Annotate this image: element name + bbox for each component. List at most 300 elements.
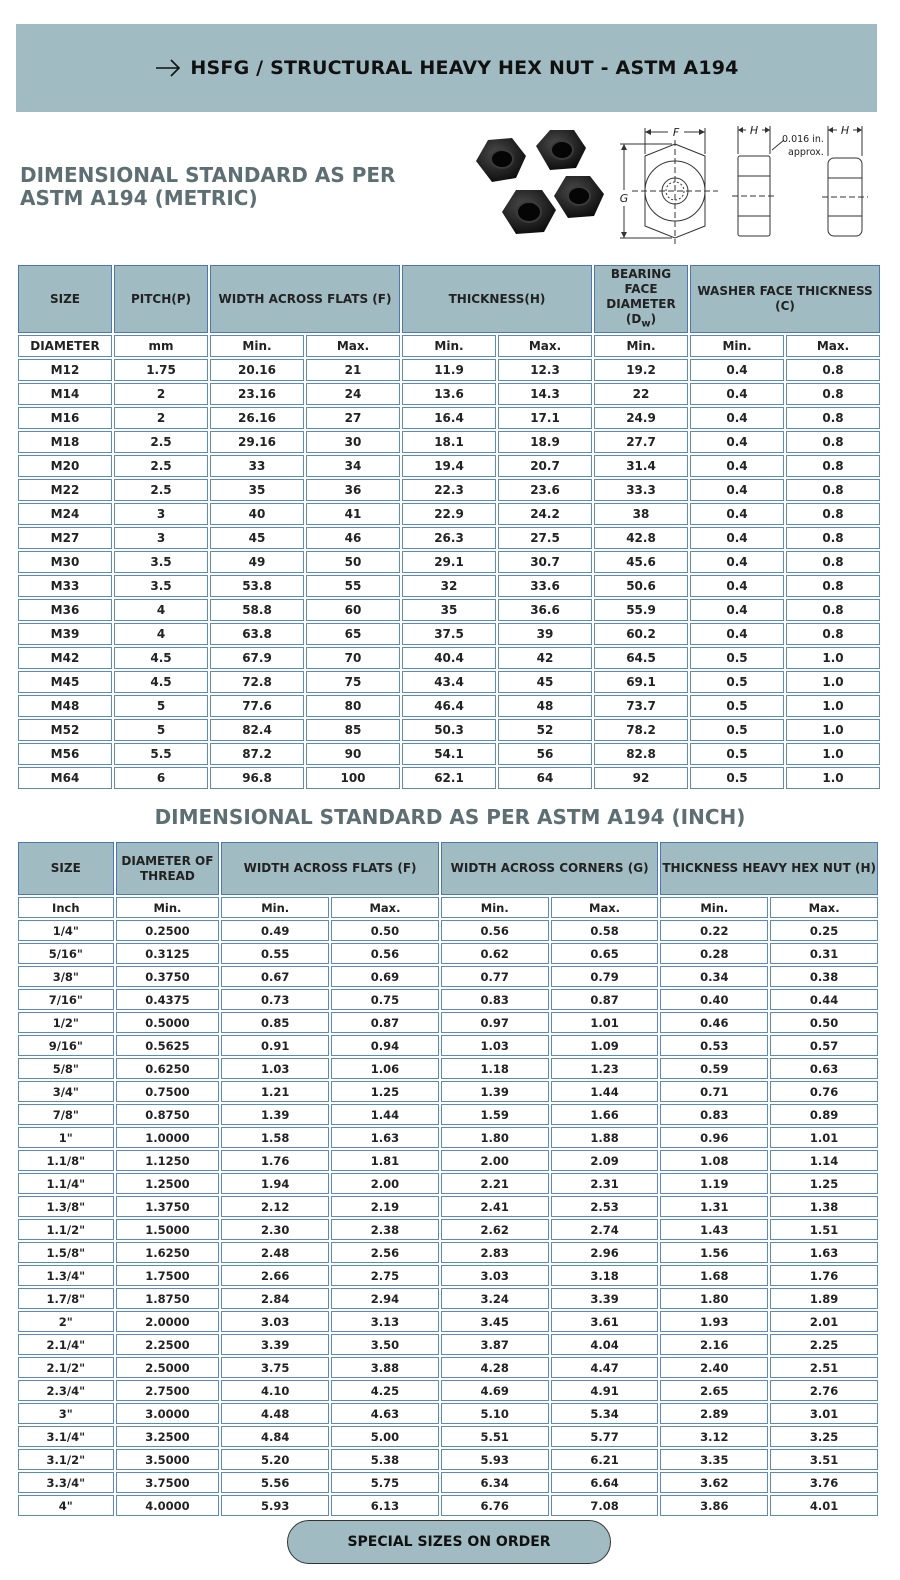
inch-value-cell: 4.63 <box>331 1403 439 1424</box>
metric-value-cell: 54.1 <box>402 743 496 765</box>
metric-unit-cell: mm <box>114 335 208 357</box>
metric-value-cell: 0.5 <box>690 671 784 693</box>
inch-value-cell: 0.56 <box>331 943 439 964</box>
diagram-label-f: F <box>672 126 680 139</box>
metric-value-cell: 31.4 <box>594 455 688 477</box>
inch-value-cell: 3.87 <box>441 1334 549 1355</box>
metric-value-cell: 45.6 <box>594 551 688 573</box>
inch-value-cell: 2.38 <box>331 1219 439 1240</box>
inch-value-cell: 2.19 <box>331 1196 439 1217</box>
table-row <box>18 575 880 597</box>
metric-value-cell: 55.9 <box>594 599 688 621</box>
inch-value-cell: 1.44 <box>331 1104 439 1125</box>
metric-value-cell: 50.3 <box>402 719 496 741</box>
inch-value-cell: 5.93 <box>441 1449 549 1470</box>
metric-value-cell: 80 <box>306 695 400 717</box>
metric-size-cell: M24 <box>18 503 112 525</box>
metric-value-cell: 1.0 <box>786 647 880 669</box>
special-sizes-button[interactable]: SPECIAL SIZES ON ORDER <box>287 1520 611 1564</box>
inch-value-cell: 2.5000 <box>116 1357 220 1378</box>
metric-value-cell: 22.9 <box>402 503 496 525</box>
inch-header-size: SIZE <box>18 842 114 895</box>
table-row <box>18 1288 878 1309</box>
inch-value-cell: 2.40 <box>660 1357 768 1378</box>
metric-value-cell: 20.7 <box>498 455 592 477</box>
metric-value-cell: 18.9 <box>498 431 592 453</box>
metric-value-cell: 64.5 <box>594 647 688 669</box>
metric-value-cell: 36.6 <box>498 599 592 621</box>
table-row <box>18 719 880 741</box>
inch-value-cell: 1.14 <box>770 1150 878 1171</box>
inch-value-cell: 1.5000 <box>116 1219 220 1240</box>
metric-value-cell: 2.5 <box>114 479 208 501</box>
metric-value-cell: 23.6 <box>498 479 592 501</box>
metric-value-cell: 0.4 <box>690 527 784 549</box>
inch-value-cell: 0.63 <box>770 1058 878 1079</box>
inch-unit-cell: Min. <box>116 897 220 918</box>
inch-unit-cell: Max. <box>331 897 439 918</box>
metric-unit-cell: Min. <box>594 335 688 357</box>
inch-value-cell: 0.6250 <box>116 1058 220 1079</box>
inch-value-cell: 1.59 <box>441 1104 549 1125</box>
inch-value-cell: 0.40 <box>660 989 768 1010</box>
metric-value-cell: 46.4 <box>402 695 496 717</box>
metric-value-cell: 73.7 <box>594 695 688 717</box>
inch-value-cell: 2.00 <box>441 1150 549 1171</box>
metric-value-cell: 0.4 <box>690 599 784 621</box>
table-row <box>18 623 880 645</box>
table-row <box>18 1403 878 1424</box>
metric-value-cell: 0.8 <box>786 503 880 525</box>
metric-size-cell: M16 <box>18 407 112 429</box>
inch-value-cell: 4.91 <box>551 1380 659 1401</box>
table-row <box>18 1495 878 1516</box>
inch-header-row <box>18 842 878 895</box>
inch-value-cell: 0.34 <box>660 966 768 987</box>
inch-size-cell: 2" <box>18 1311 114 1332</box>
diagram-label-h: H <box>749 124 759 137</box>
inch-value-cell: 2.62 <box>441 1219 549 1240</box>
metric-value-cell: 34 <box>306 455 400 477</box>
inch-value-cell: 0.75 <box>331 989 439 1010</box>
inch-value-cell: 5.77 <box>551 1426 659 1447</box>
table-row <box>18 479 880 501</box>
metric-value-cell: 0.4 <box>690 359 784 381</box>
metric-value-cell: 37.5 <box>402 623 496 645</box>
metric-value-cell: 82.4 <box>210 719 304 741</box>
table-row <box>18 695 880 717</box>
metric-value-cell: 60 <box>306 599 400 621</box>
inch-value-cell: 2.48 <box>221 1242 329 1263</box>
inch-value-cell: 0.67 <box>221 966 329 987</box>
table-row <box>18 1334 878 1355</box>
table-row <box>18 647 880 669</box>
metric-value-cell: 13.6 <box>402 383 496 405</box>
inch-size-cell: 3" <box>18 1403 114 1424</box>
metric-unit-cell: Min. <box>402 335 496 357</box>
inch-value-cell: 0.7500 <box>116 1081 220 1102</box>
metric-value-cell: 0.8 <box>786 383 880 405</box>
inch-value-cell: 1.63 <box>331 1127 439 1148</box>
inch-value-cell: 1.39 <box>441 1081 549 1102</box>
table-row <box>18 1265 878 1286</box>
metric-unit-cell: Min. <box>690 335 784 357</box>
metric-value-cell: 38 <box>594 503 688 525</box>
metric-value-cell: 2.5 <box>114 431 208 453</box>
inch-value-cell: 2.31 <box>551 1173 659 1194</box>
metric-unit-cell: Max. <box>306 335 400 357</box>
metric-value-cell: 65 <box>306 623 400 645</box>
metric-size-cell: M56 <box>18 743 112 765</box>
metric-unit-cell: Min. <box>210 335 304 357</box>
metric-value-cell: 78.2 <box>594 719 688 741</box>
metric-header-bearing-face <box>594 265 688 333</box>
bearing-symbol: $(D_w)$ <box>625 311 657 330</box>
metric-heading-line2: ASTM A194 (METRIC) <box>20 186 258 210</box>
metric-value-cell: 62.1 <box>402 767 496 789</box>
inch-unit-cell: Inch <box>18 897 114 918</box>
table-row <box>18 1357 878 1378</box>
metric-value-cell: 20.16 <box>210 359 304 381</box>
metric-value-cell: 4.5 <box>114 671 208 693</box>
metric-value-cell: 6 <box>114 767 208 789</box>
metric-value-cell: 45 <box>498 671 592 693</box>
metric-value-cell: 19.2 <box>594 359 688 381</box>
inch-value-cell: 0.87 <box>331 1012 439 1033</box>
inch-size-cell: 3.1/4" <box>18 1426 114 1447</box>
metric-value-cell: 33 <box>210 455 304 477</box>
inch-value-cell: 0.76 <box>770 1081 878 1102</box>
metric-value-cell: 2 <box>114 383 208 405</box>
metric-value-cell: 41 <box>306 503 400 525</box>
inch-units-row <box>18 897 878 918</box>
inch-value-cell: 2.76 <box>770 1380 878 1401</box>
inch-size-cell: 4" <box>18 1495 114 1516</box>
nut-3 <box>502 190 556 234</box>
inch-value-cell: 3.50 <box>331 1334 439 1355</box>
inch-value-cell: 1.06 <box>331 1058 439 1079</box>
inch-unit-cell: Min. <box>221 897 329 918</box>
metric-unit-cell: DIAMETER <box>18 335 112 357</box>
metric-value-cell: 3.5 <box>114 551 208 573</box>
inch-value-cell: 2.96 <box>551 1242 659 1263</box>
metric-unit-cell: Max. <box>498 335 592 357</box>
inch-value-cell: 1.2500 <box>116 1173 220 1194</box>
metric-size-cell: M27 <box>18 527 112 549</box>
table-row <box>18 1219 878 1240</box>
inch-value-cell: 2.01 <box>770 1311 878 1332</box>
metric-value-cell: 56 <box>498 743 592 765</box>
inch-size-cell: 1.1/8" <box>18 1150 114 1171</box>
metric-unit-cell: Max. <box>786 335 880 357</box>
table-row <box>18 1472 878 1493</box>
inch-value-cell: 3.88 <box>331 1357 439 1378</box>
inch-value-cell: 4.10 <box>221 1380 329 1401</box>
metric-value-cell: 26.16 <box>210 407 304 429</box>
inch-value-cell: 1.31 <box>660 1196 768 1217</box>
metric-value-cell: 11.9 <box>402 359 496 381</box>
inch-value-cell: 5.34 <box>551 1403 659 1424</box>
inch-size-cell: 9/16" <box>18 1035 114 1056</box>
metric-size-cell: M22 <box>18 479 112 501</box>
inch-value-cell: 1.44 <box>551 1081 659 1102</box>
inch-value-cell: 1.0000 <box>116 1127 220 1148</box>
metric-units-row <box>18 335 880 357</box>
inch-header-width-flats: WIDTH ACROSS FLATS (F) <box>221 842 439 895</box>
table-row <box>18 359 880 381</box>
inch-value-cell: 0.46 <box>660 1012 768 1033</box>
metric-value-cell: 12.3 <box>498 359 592 381</box>
inch-value-cell: 1.63 <box>770 1242 878 1263</box>
inch-value-cell: 3.13 <box>331 1311 439 1332</box>
inch-value-cell: 0.44 <box>770 989 878 1010</box>
inch-value-cell: 1.58 <box>221 1127 329 1148</box>
metric-value-cell: 50.6 <box>594 575 688 597</box>
inch-size-cell: 5/16" <box>18 943 114 964</box>
metric-size-cell: M20 <box>18 455 112 477</box>
inch-dimension-table <box>16 840 880 1518</box>
inch-value-cell: 3.25 <box>770 1426 878 1447</box>
inch-value-cell: 0.69 <box>331 966 439 987</box>
inch-value-cell: 0.83 <box>660 1104 768 1125</box>
inch-value-cell: 0.50 <box>331 920 439 941</box>
inch-value-cell: 0.89 <box>770 1104 878 1125</box>
metric-value-cell: 0.4 <box>690 551 784 573</box>
inch-value-cell: 2.84 <box>221 1288 329 1309</box>
hex-nut-diagram <box>612 120 884 260</box>
metric-value-cell: 67.9 <box>210 647 304 669</box>
inch-value-cell: 1.19 <box>660 1173 768 1194</box>
metric-value-cell: 29.1 <box>402 551 496 573</box>
inch-value-cell: 1.7500 <box>116 1265 220 1286</box>
metric-value-cell: 0.4 <box>690 575 784 597</box>
inch-value-cell: 3.45 <box>441 1311 549 1332</box>
metric-value-cell: 0.4 <box>690 503 784 525</box>
inch-value-cell: 0.3125 <box>116 943 220 964</box>
inch-value-cell: 0.53 <box>660 1035 768 1056</box>
inch-value-cell: 3.86 <box>660 1495 768 1516</box>
metric-value-cell: 1.0 <box>786 719 880 741</box>
bearing-line2: DIAMETER <box>606 296 676 311</box>
inch-value-cell: 2.56 <box>331 1242 439 1263</box>
metric-value-cell: 87.2 <box>210 743 304 765</box>
inch-diameter-line1: DIAMETER OF <box>121 853 214 868</box>
metric-size-cell: M48 <box>18 695 112 717</box>
table-row <box>18 1127 878 1148</box>
metric-section-heading <box>20 164 420 210</box>
metric-value-cell: 92 <box>594 767 688 789</box>
table-row <box>18 1311 878 1332</box>
inch-size-cell: 3.3/4" <box>18 1472 114 1493</box>
inch-value-cell: 2.25 <box>770 1334 878 1355</box>
metric-value-cell: 36 <box>306 479 400 501</box>
inch-value-cell: 6.34 <box>441 1472 549 1493</box>
inch-value-cell: 5.00 <box>331 1426 439 1447</box>
inch-value-cell: 1.80 <box>441 1127 549 1148</box>
inch-value-cell: 2.09 <box>551 1150 659 1171</box>
inch-size-cell: 2.1/2" <box>18 1357 114 1378</box>
metric-value-cell: 48 <box>498 695 592 717</box>
metric-value-cell: 32 <box>402 575 496 597</box>
metric-value-cell: 19.4 <box>402 455 496 477</box>
inch-value-cell: 3.24 <box>441 1288 549 1309</box>
metric-value-cell: 0.5 <box>690 719 784 741</box>
inch-value-cell: 2.0000 <box>116 1311 220 1332</box>
inch-value-cell: 5.93 <box>221 1495 329 1516</box>
inch-header-thickness: THICKNESS HEAVY HEX NUT (H) <box>660 842 878 895</box>
metric-value-cell: 82.8 <box>594 743 688 765</box>
inch-value-cell: 3.01 <box>770 1403 878 1424</box>
metric-dimension-table <box>16 263 882 791</box>
table-row <box>18 1104 878 1125</box>
metric-value-cell: 0.5 <box>690 767 784 789</box>
metric-value-cell: 0.5 <box>690 647 784 669</box>
metric-value-cell: 27 <box>306 407 400 429</box>
inch-value-cell: 1.03 <box>221 1058 329 1079</box>
metric-header-washer: WASHER FACE THICKNESS (C) <box>690 265 880 333</box>
table-row <box>18 743 880 765</box>
metric-value-cell: 1.75 <box>114 359 208 381</box>
inch-value-cell: 2.65 <box>660 1380 768 1401</box>
table-row <box>18 1012 878 1033</box>
metric-value-cell: 46 <box>306 527 400 549</box>
inch-value-cell: 1.08 <box>660 1150 768 1171</box>
metric-value-cell: 0.4 <box>690 407 784 429</box>
metric-value-cell: 3 <box>114 527 208 549</box>
inch-size-cell: 5/8" <box>18 1058 114 1079</box>
inch-value-cell: 0.38 <box>770 966 878 987</box>
inch-value-cell: 3.62 <box>660 1472 768 1493</box>
inch-value-cell: 3.76 <box>770 1472 878 1493</box>
metric-size-cell: M36 <box>18 599 112 621</box>
metric-value-cell: 50 <box>306 551 400 573</box>
table-row <box>18 407 880 429</box>
metric-value-cell: 0.5 <box>690 743 784 765</box>
inch-size-cell: 1.1/2" <box>18 1219 114 1240</box>
metric-value-cell: 39 <box>498 623 592 645</box>
inch-value-cell: 5.51 <box>441 1426 549 1447</box>
metric-value-cell: 0.4 <box>690 623 784 645</box>
inch-value-cell: 0.87 <box>551 989 659 1010</box>
inch-value-cell: 2.94 <box>331 1288 439 1309</box>
inch-unit-cell: Max. <box>770 897 878 918</box>
inch-value-cell: 1.76 <box>770 1265 878 1286</box>
metric-value-cell: 1.0 <box>786 767 880 789</box>
inch-value-cell: 0.4375 <box>116 989 220 1010</box>
metric-value-cell: 69.1 <box>594 671 688 693</box>
metric-value-cell: 3.5 <box>114 575 208 597</box>
inch-value-cell: 0.2500 <box>116 920 220 941</box>
metric-value-cell: 2.5 <box>114 455 208 477</box>
inch-value-cell: 4.01 <box>770 1495 878 1516</box>
inch-size-cell: 1/4" <box>18 920 114 941</box>
metric-value-cell: 30 <box>306 431 400 453</box>
inch-value-cell: 1.21 <box>221 1081 329 1102</box>
metric-value-cell: 0.4 <box>690 431 784 453</box>
inch-size-cell: 7/8" <box>18 1104 114 1125</box>
inch-size-cell: 1.1/4" <box>18 1173 114 1194</box>
inch-value-cell: 1.76 <box>221 1150 329 1171</box>
inch-value-cell: 1.18 <box>441 1058 549 1079</box>
inch-value-cell: 0.94 <box>331 1035 439 1056</box>
inch-value-cell: 5.20 <box>221 1449 329 1470</box>
inch-value-cell: 4.0000 <box>116 1495 220 1516</box>
bearing-line1: BEARING FACE <box>610 266 672 296</box>
metric-value-cell: 4.5 <box>114 647 208 669</box>
metric-value-cell: 5 <box>114 695 208 717</box>
inch-value-cell: 1.8750 <box>116 1288 220 1309</box>
diagram-label-g: G <box>619 192 629 205</box>
inch-value-cell: 2.16 <box>660 1334 768 1355</box>
metric-size-cell: M12 <box>18 359 112 381</box>
table-row <box>18 966 878 987</box>
inch-value-cell: 0.8750 <box>116 1104 220 1125</box>
inch-size-cell: 3/8" <box>18 966 114 987</box>
metric-value-cell: 22 <box>594 383 688 405</box>
table-row <box>18 431 880 453</box>
inch-value-cell: 0.49 <box>221 920 329 941</box>
metric-value-cell: 55 <box>306 575 400 597</box>
inch-value-cell: 6.76 <box>441 1495 549 1516</box>
metric-size-cell: M33 <box>18 575 112 597</box>
inch-value-cell: 0.97 <box>441 1012 549 1033</box>
inch-size-cell: 7/16" <box>18 989 114 1010</box>
inch-size-cell: 3.1/2" <box>18 1449 114 1470</box>
table-row <box>18 1058 878 1079</box>
metric-value-cell: 18.1 <box>402 431 496 453</box>
metric-value-cell: 53.8 <box>210 575 304 597</box>
inch-value-cell: 0.79 <box>551 966 659 987</box>
metric-value-cell: 49 <box>210 551 304 573</box>
metric-size-cell: M52 <box>18 719 112 741</box>
inch-value-cell: 0.5625 <box>116 1035 220 1056</box>
inch-value-cell: 0.50 <box>770 1012 878 1033</box>
inch-value-cell: 3.18 <box>551 1265 659 1286</box>
inch-value-cell: 0.25 <box>770 920 878 941</box>
metric-value-cell: 24 <box>306 383 400 405</box>
metric-value-cell: 63.8 <box>210 623 304 645</box>
inch-value-cell: 2.12 <box>221 1196 329 1217</box>
metric-size-cell: M45 <box>18 671 112 693</box>
metric-value-cell: 70 <box>306 647 400 669</box>
metric-value-cell: 24.9 <box>594 407 688 429</box>
inch-value-cell: 1.51 <box>770 1219 878 1240</box>
inch-value-cell: 1.39 <box>221 1104 329 1125</box>
inch-value-cell: 3.7500 <box>116 1472 220 1493</box>
metric-value-cell: 0.4 <box>690 455 784 477</box>
inch-unit-cell: Max. <box>551 897 659 918</box>
metric-value-cell: 60.2 <box>594 623 688 645</box>
inch-value-cell: 2.00 <box>331 1173 439 1194</box>
inch-value-cell: 2.66 <box>221 1265 329 1286</box>
inch-value-cell: 5.56 <box>221 1472 329 1493</box>
inch-value-cell: 0.96 <box>660 1127 768 1148</box>
inch-value-cell: 1.80 <box>660 1288 768 1309</box>
inch-value-cell: 3.03 <box>441 1265 549 1286</box>
table-row <box>18 1150 878 1171</box>
inch-size-cell: 2.3/4" <box>18 1380 114 1401</box>
inch-value-cell: 1.88 <box>551 1127 659 1148</box>
inch-value-cell: 3.75 <box>221 1357 329 1378</box>
table-row <box>18 1196 878 1217</box>
inch-value-cell: 0.28 <box>660 943 768 964</box>
inch-value-cell: 4.04 <box>551 1334 659 1355</box>
metric-value-cell: 24.2 <box>498 503 592 525</box>
metric-header-thickness: THICKNESS(H) <box>402 265 592 333</box>
inch-value-cell: 6.64 <box>551 1472 659 1493</box>
diagram-note-line1: 0.016 in. <box>782 134 824 145</box>
metric-value-cell: 100 <box>306 767 400 789</box>
